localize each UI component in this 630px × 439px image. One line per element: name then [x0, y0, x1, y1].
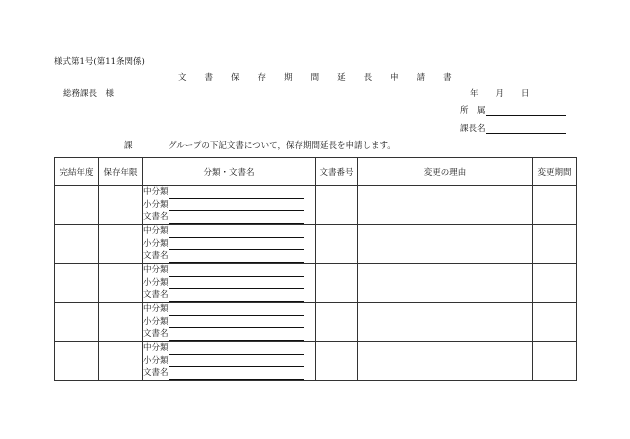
classification-underline	[169, 240, 304, 250]
header-retention-period: 保存年限	[99, 158, 143, 186]
title-char: 書	[204, 73, 214, 83]
completion-year-cell[interactable]	[55, 186, 99, 225]
header-document-number: 文書番号	[316, 158, 358, 186]
classification-underline	[169, 357, 304, 367]
reason-cell[interactable]	[358, 303, 533, 342]
classification-underline	[169, 292, 304, 302]
header-change-period: 変更期間	[533, 158, 577, 186]
classification-underline	[169, 306, 304, 316]
classification-line[interactable]	[143, 355, 315, 368]
classification-underline	[169, 345, 304, 355]
classification-cell	[143, 264, 316, 303]
classification-line[interactable]	[143, 225, 315, 238]
classification-field-label: 小分類	[143, 316, 169, 327]
intro-section-label: 課	[124, 141, 133, 151]
table-row	[55, 303, 577, 342]
title-char: 存	[257, 73, 267, 83]
extension-table	[54, 157, 577, 381]
reason-cell[interactable]	[358, 264, 533, 303]
classification-field-label: 小分類	[143, 355, 169, 366]
retention-period-cell[interactable]	[99, 303, 143, 342]
change-period-cell[interactable]	[533, 303, 577, 342]
retention-period-cell[interactable]	[99, 264, 143, 303]
title-char: 請	[416, 73, 426, 83]
change-period-cell[interactable]	[533, 264, 577, 303]
document-number-cell[interactable]	[316, 303, 358, 342]
document-number-cell[interactable]	[316, 225, 358, 264]
section-head-line	[486, 124, 566, 134]
intro-text: グループの下記文書について，保存期間延長を申請します。	[168, 141, 396, 151]
classification-field-label: 文書名	[143, 368, 169, 379]
classification-field-label: 中分類	[143, 265, 169, 275]
classification-field-label: 小分類	[143, 238, 169, 249]
title-char: 長	[363, 73, 373, 83]
classification-underline	[169, 318, 304, 328]
classification-underline	[169, 228, 304, 238]
classification-line[interactable]	[143, 328, 315, 341]
table-row	[55, 225, 577, 264]
classification-cell	[143, 303, 316, 342]
table-row	[55, 186, 577, 225]
classification-cell	[143, 186, 316, 225]
header-completion-year: 完結年度	[55, 158, 99, 186]
classification-underline	[169, 279, 304, 289]
table-row	[55, 342, 577, 381]
change-period-cell[interactable]	[533, 186, 577, 225]
retention-period-cell[interactable]	[99, 186, 143, 225]
classification-field-label: 文書名	[143, 290, 169, 301]
classification-underline	[169, 201, 304, 211]
classification-field-label: 中分類	[143, 304, 169, 314]
affiliation-field	[460, 104, 566, 116]
document-title	[178, 71, 470, 83]
completion-year-cell[interactable]	[55, 225, 99, 264]
affiliation-label: 所 属	[460, 106, 486, 116]
classification-underline	[169, 370, 304, 380]
title-char: 書	[443, 73, 452, 83]
classification-line[interactable]	[143, 303, 315, 316]
change-period-cell[interactable]	[533, 342, 577, 381]
title-char: 保	[231, 73, 240, 83]
change-period-cell[interactable]	[533, 225, 577, 264]
reason-cell[interactable]	[358, 186, 533, 225]
classification-field-label: 中分類	[143, 343, 169, 353]
section-head-field	[460, 122, 566, 134]
classification-line[interactable]	[143, 316, 315, 329]
title-char: 文	[178, 73, 187, 83]
table-row	[55, 264, 577, 303]
classification-field-label: 文書名	[143, 329, 169, 340]
classification-field-label: 中分類	[143, 226, 169, 236]
document-number-cell[interactable]	[316, 186, 358, 225]
title-char: 間	[310, 73, 320, 83]
classification-line[interactable]	[143, 186, 315, 199]
classification-line[interactable]	[143, 277, 315, 290]
section-head-label: 課長名	[460, 124, 486, 134]
completion-year-cell[interactable]	[55, 342, 99, 381]
title-char: 期	[284, 73, 293, 83]
document-number-cell[interactable]	[316, 264, 358, 303]
table-header-row	[55, 158, 577, 186]
reason-cell[interactable]	[358, 342, 533, 381]
header-classification: 分類・文書名	[143, 158, 316, 186]
classification-field-label: 小分類	[143, 277, 169, 288]
classification-field-label: 小分類	[143, 199, 169, 210]
classification-cell	[143, 342, 316, 381]
classification-underline	[169, 267, 304, 277]
affiliation-line	[486, 106, 566, 116]
classification-field-label: 中分類	[143, 187, 169, 197]
title-char: 申	[390, 73, 399, 83]
reason-cell[interactable]	[358, 225, 533, 264]
document-number-cell[interactable]	[316, 342, 358, 381]
retention-period-cell[interactable]	[99, 225, 143, 264]
classification-underline	[169, 253, 304, 263]
classification-field-label: 文書名	[143, 251, 169, 262]
completion-year-cell[interactable]	[55, 264, 99, 303]
classification-underline	[169, 214, 304, 224]
classification-line[interactable]	[143, 211, 315, 224]
retention-period-cell[interactable]	[99, 342, 143, 381]
header-reason: 変更の理由	[358, 158, 533, 186]
addressee: 総務課長 様	[63, 89, 115, 99]
classification-line[interactable]	[143, 264, 315, 277]
classification-underline	[169, 331, 304, 341]
classification-line[interactable]	[143, 342, 315, 355]
classification-field-label: 文書名	[143, 212, 169, 223]
date-line: 年 月 日	[470, 89, 530, 99]
classification-line[interactable]	[143, 238, 315, 251]
completion-year-cell[interactable]	[55, 303, 99, 342]
classification-line[interactable]	[143, 250, 315, 263]
classification-cell	[143, 225, 316, 264]
classification-underline	[169, 189, 304, 199]
classification-line[interactable]	[143, 199, 315, 212]
classification-line[interactable]	[143, 367, 315, 380]
form-number-label: 様式第1号(第11条関係)	[54, 57, 145, 67]
classification-line[interactable]	[143, 289, 315, 302]
title-char: 延	[337, 73, 346, 83]
